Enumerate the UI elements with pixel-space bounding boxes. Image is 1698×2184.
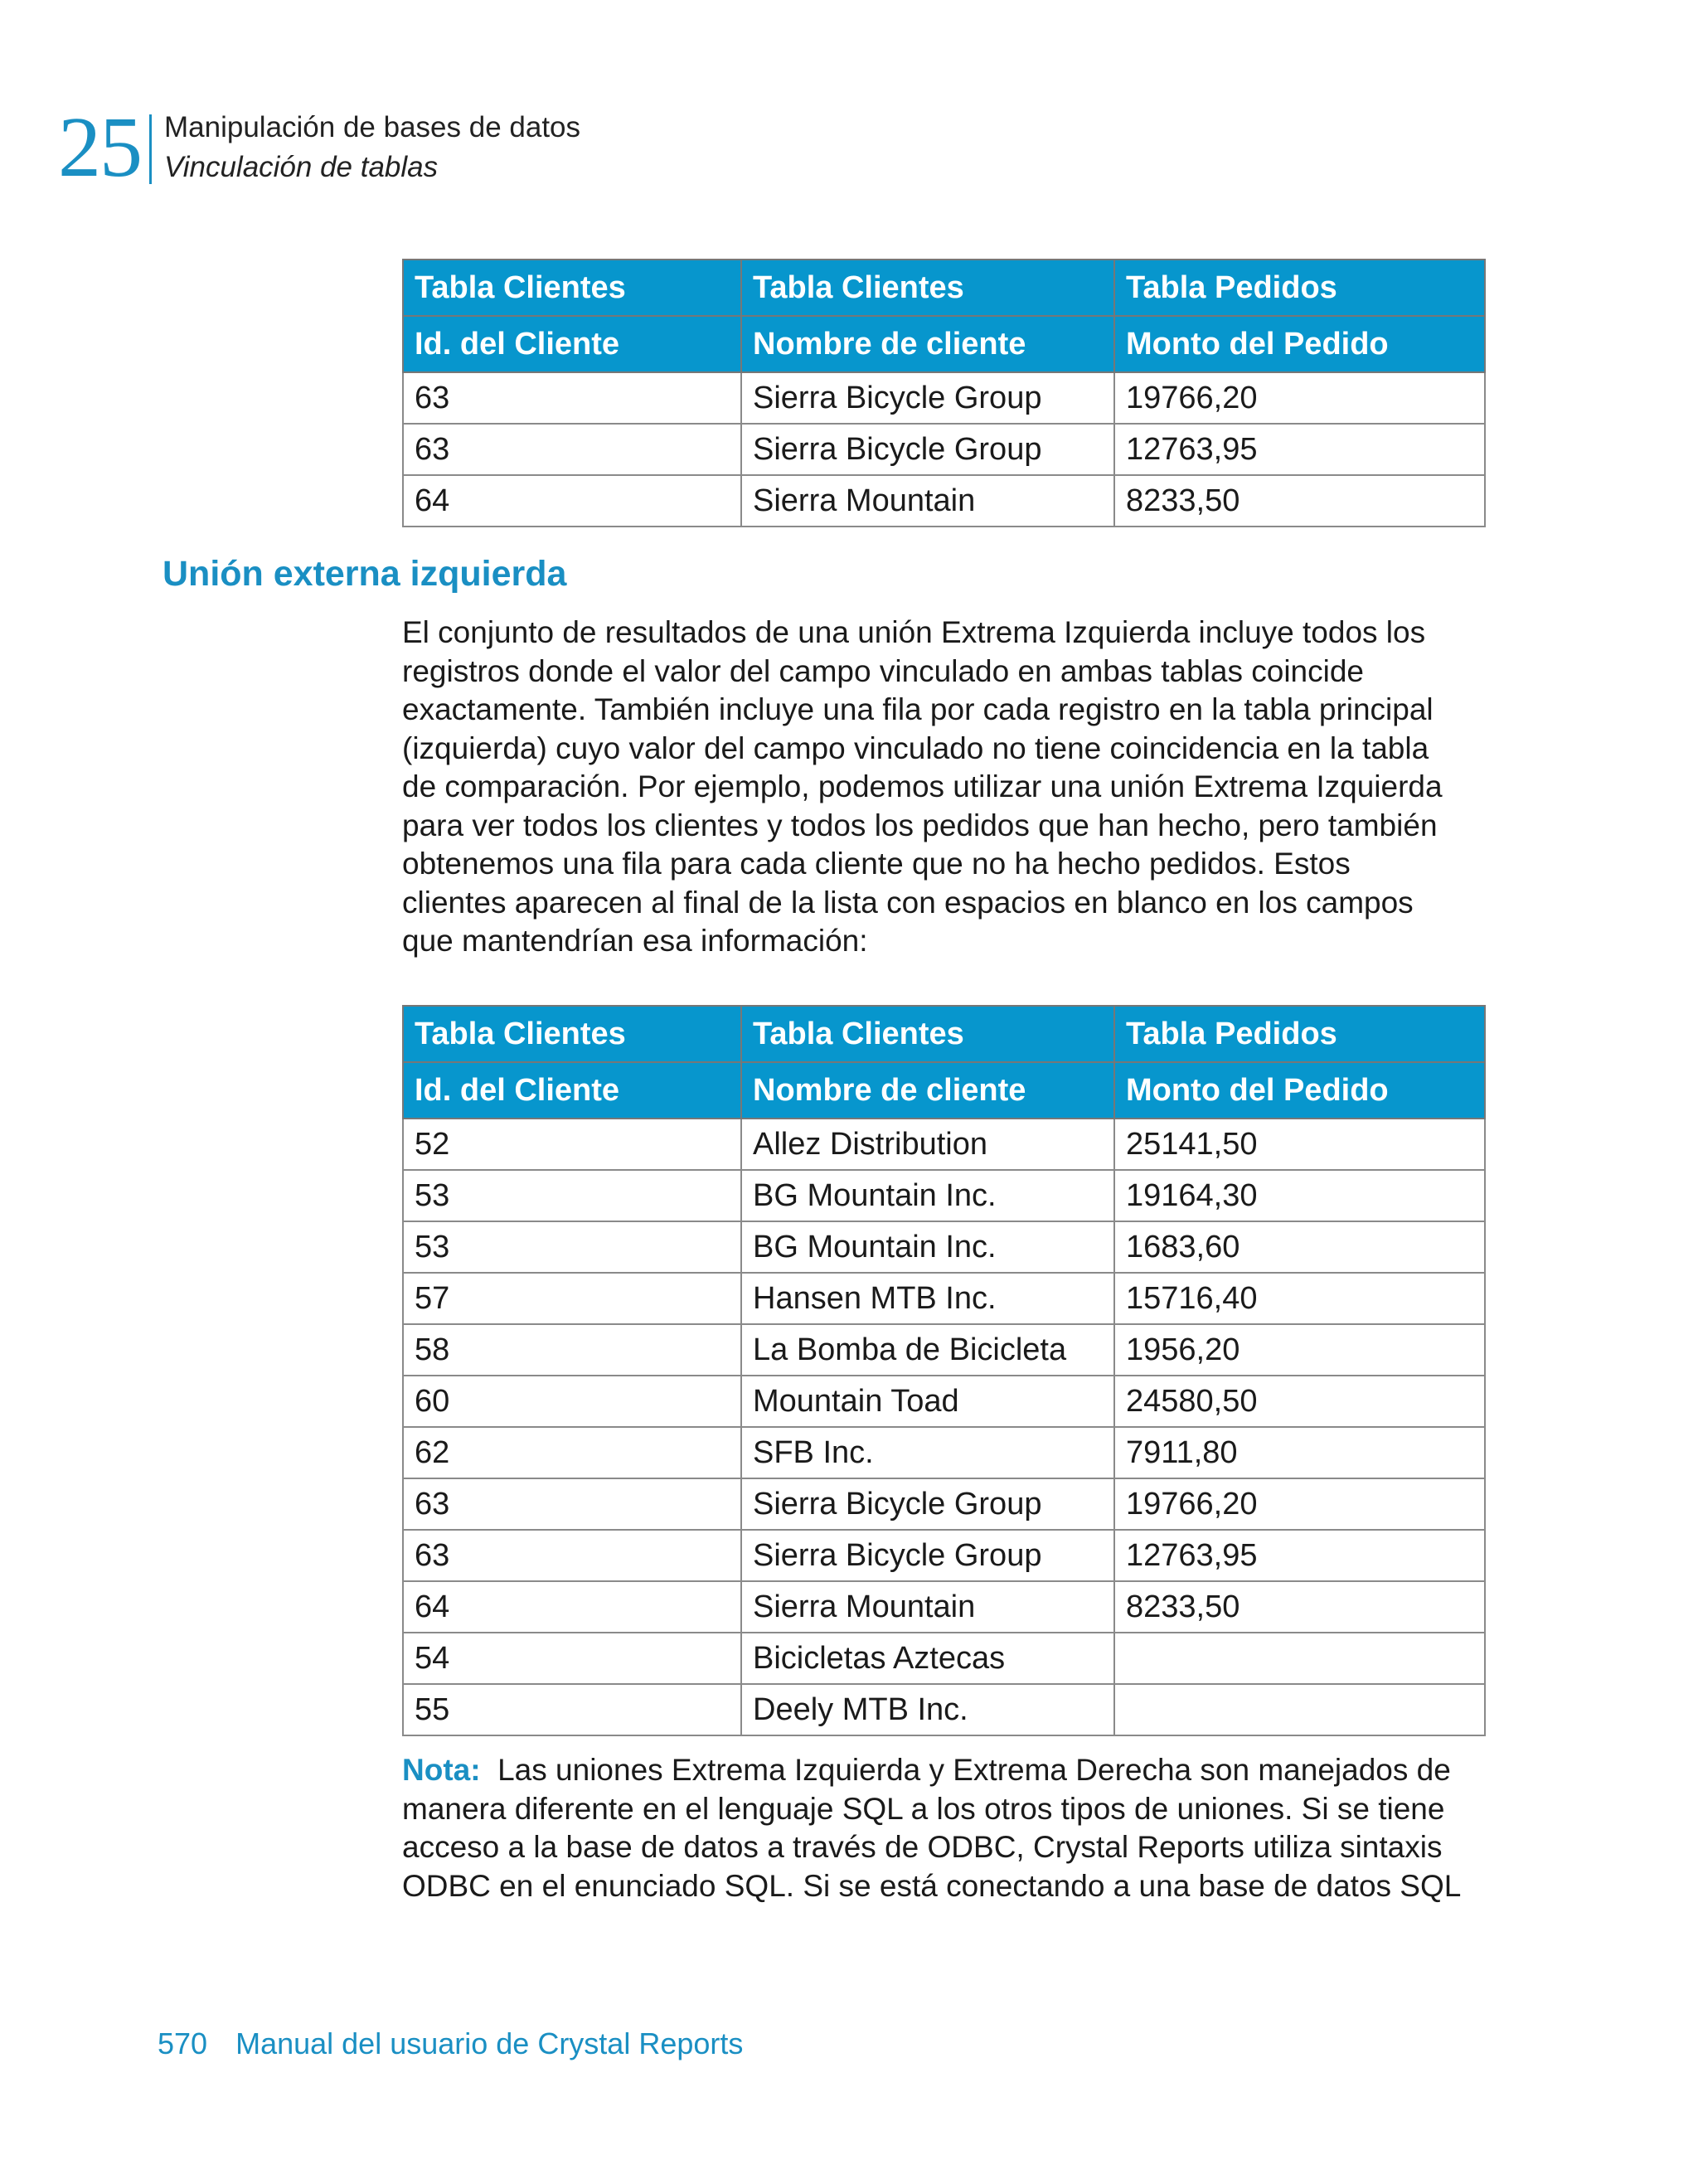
header-cell: Tabla Clientes: [403, 260, 741, 316]
table-cell: 55: [403, 1684, 741, 1735]
paragraph-line: exactamente. También incluye una fila por cada registro en la tabla principal: [402, 692, 1434, 726]
note-first-line: [402, 1751, 1497, 1790]
table-cell: Sierra Bicycle Group: [741, 372, 1114, 424]
table-row: [403, 424, 1485, 475]
table-row: [403, 1119, 1485, 1170]
table-header-row: [403, 260, 1485, 316]
table-header-row: [403, 1062, 1485, 1119]
header-cell: Nombre de cliente: [741, 1062, 1114, 1119]
table-cell: Sierra Bicycle Group: [741, 1530, 1114, 1581]
table-cell: BG Mountain Inc.: [741, 1221, 1114, 1273]
results-table-inner-join: [402, 259, 1486, 527]
table-cell: 15716,40: [1114, 1273, 1485, 1324]
table-row: [403, 372, 1485, 424]
table-cell: 19766,20: [1114, 372, 1485, 424]
header-cell: Nombre de cliente: [741, 316, 1114, 372]
table-row: [403, 1427, 1485, 1478]
table-header-row: [403, 1006, 1485, 1062]
table-cell: 1683,60: [1114, 1221, 1485, 1273]
table-cell: Sierra Bicycle Group: [741, 1478, 1114, 1530]
table-row: [403, 1273, 1485, 1324]
note-text: Las uniones Extrema Izquierda y Extrema Derecha son manejados de: [497, 1753, 1451, 1787]
section-heading: Unión externa izquierda: [163, 554, 567, 594]
table-row: [403, 1221, 1485, 1273]
table-cell: Allez Distribution: [741, 1119, 1114, 1170]
note-line: acceso a la base de datos a través de ODBC, Crystal Reports utiliza sintaxis: [402, 1830, 1443, 1864]
header-cell: Id. del Cliente: [403, 316, 741, 372]
table-cell: BG Mountain Inc.: [741, 1170, 1114, 1221]
table-row: [403, 1376, 1485, 1427]
results-table-left-outer-join: [402, 1005, 1486, 1736]
table-cell: 57: [403, 1273, 741, 1324]
table-cell: 19766,20: [1114, 1478, 1485, 1530]
table-cell: 8233,50: [1114, 1581, 1485, 1633]
table-cell: La Bomba de Bicicleta: [741, 1324, 1114, 1376]
table-cell: Hansen MTB Inc.: [741, 1273, 1114, 1324]
paragraph-line: para ver todos los clientes y todos los pedidos que han hecho, pero también: [402, 808, 1438, 842]
table-cell: Sierra Mountain: [741, 475, 1114, 527]
table-cell: 24580,50: [1114, 1376, 1485, 1427]
table-cell: Deely MTB Inc.: [741, 1684, 1114, 1735]
header-cell: Tabla Pedidos: [1114, 1006, 1485, 1062]
header-cell: Tabla Clientes: [741, 1006, 1114, 1062]
table-row: [403, 1684, 1485, 1735]
header-cell: Tabla Pedidos: [1114, 260, 1485, 316]
table-cell: 12763,95: [1114, 1530, 1485, 1581]
header-cell: Monto del Pedido: [1114, 316, 1485, 372]
header-cell: Tabla Clientes: [403, 1006, 741, 1062]
paragraph-line: registros donde el valor del campo vinculado en ambas tablas coincide: [402, 653, 1365, 688]
table-row: [403, 1170, 1485, 1221]
table-cell: [1114, 1684, 1485, 1735]
table-cell: 63: [403, 424, 741, 475]
manual-title: Manual del usuario de Crystal Reports: [235, 2026, 744, 2060]
table-cell: 60: [403, 1376, 741, 1427]
table-cell: 1956,20: [1114, 1324, 1485, 1376]
table-cell: 64: [403, 1581, 741, 1633]
table-cell: Bicicletas Aztecas: [741, 1633, 1114, 1684]
table-cell: 62: [403, 1427, 741, 1478]
header-cell: Monto del Pedido: [1114, 1062, 1485, 1119]
table-row: [403, 1324, 1485, 1376]
table-cell: Sierra Bicycle Group: [741, 424, 1114, 475]
table-cell: Mountain Toad: [741, 1376, 1114, 1427]
paragraph-line: obtenemos una fila para cada cliente que no ha hecho pedidos. Estos: [402, 847, 1351, 881]
table-row: [403, 1478, 1485, 1530]
table-cell: 12763,95: [1114, 424, 1485, 475]
table-cell: 25141,50: [1114, 1119, 1485, 1170]
table-header-row: [403, 316, 1485, 372]
table-cell: SFB Inc.: [741, 1427, 1114, 1478]
table-row: [403, 1633, 1485, 1684]
table-cell: 63: [403, 372, 741, 424]
table-cell: 7911,80: [1114, 1427, 1485, 1478]
table-cell: 63: [403, 1530, 741, 1581]
page-footer: [158, 2026, 743, 2061]
table-cell: 53: [403, 1221, 741, 1273]
table-cell: 54: [403, 1633, 741, 1684]
table-row: [403, 1581, 1485, 1633]
table-cell: 8233,50: [1114, 475, 1485, 527]
table-cell: Sierra Mountain: [741, 1581, 1114, 1633]
table-cell: 63: [403, 1478, 741, 1530]
body-paragraph: [402, 614, 1497, 961]
table-cell: 58: [403, 1324, 741, 1376]
note-line: manera diferente en el lenguaje SQL a los otros tipos de uniones. Si se tiene: [402, 1791, 1445, 1826]
header-cell: Tabla Clientes: [741, 260, 1114, 316]
table-row: [403, 475, 1485, 527]
table-cell: 52: [403, 1119, 741, 1170]
chapter-number: 25: [58, 99, 141, 195]
paragraph-line: El conjunto de resultados de una unión Extrema Izquierda incluye todos los: [402, 615, 1426, 649]
header-cell: Id. del Cliente: [403, 1062, 741, 1119]
paragraph-line: de comparación. Por ejemplo, podemos utilizar una unión Extrema Izquierda: [402, 769, 1443, 803]
note-line: ODBC en el enunciado SQL. Si se está conectando a una base de datos SQL: [402, 1868, 1462, 1903]
table-row: [403, 1530, 1485, 1581]
table-cell: [1114, 1633, 1485, 1684]
note-label: Nota:: [402, 1753, 481, 1787]
page-number: 570: [158, 2026, 208, 2060]
table-cell: 53: [403, 1170, 741, 1221]
table-cell: 19164,30: [1114, 1170, 1485, 1221]
header-divider: [149, 114, 152, 184]
chapter-title: Manipulación de bases de datos: [164, 111, 581, 143]
section-subtitle: Vinculación de tablas: [164, 151, 439, 183]
paragraph-line: (izquierda) cuyo valor del campo vinculado no tiene coincidencia en la tabla: [402, 730, 1429, 765]
note-block: [402, 1751, 1497, 1905]
paragraph-line: clientes aparecen al final de la lista con espacios en blanco en los campos: [402, 885, 1414, 920]
paragraph-line: que mantendrían esa información:: [402, 924, 868, 958]
note-rest: [402, 1790, 1497, 1906]
table-cell: 64: [403, 475, 741, 527]
